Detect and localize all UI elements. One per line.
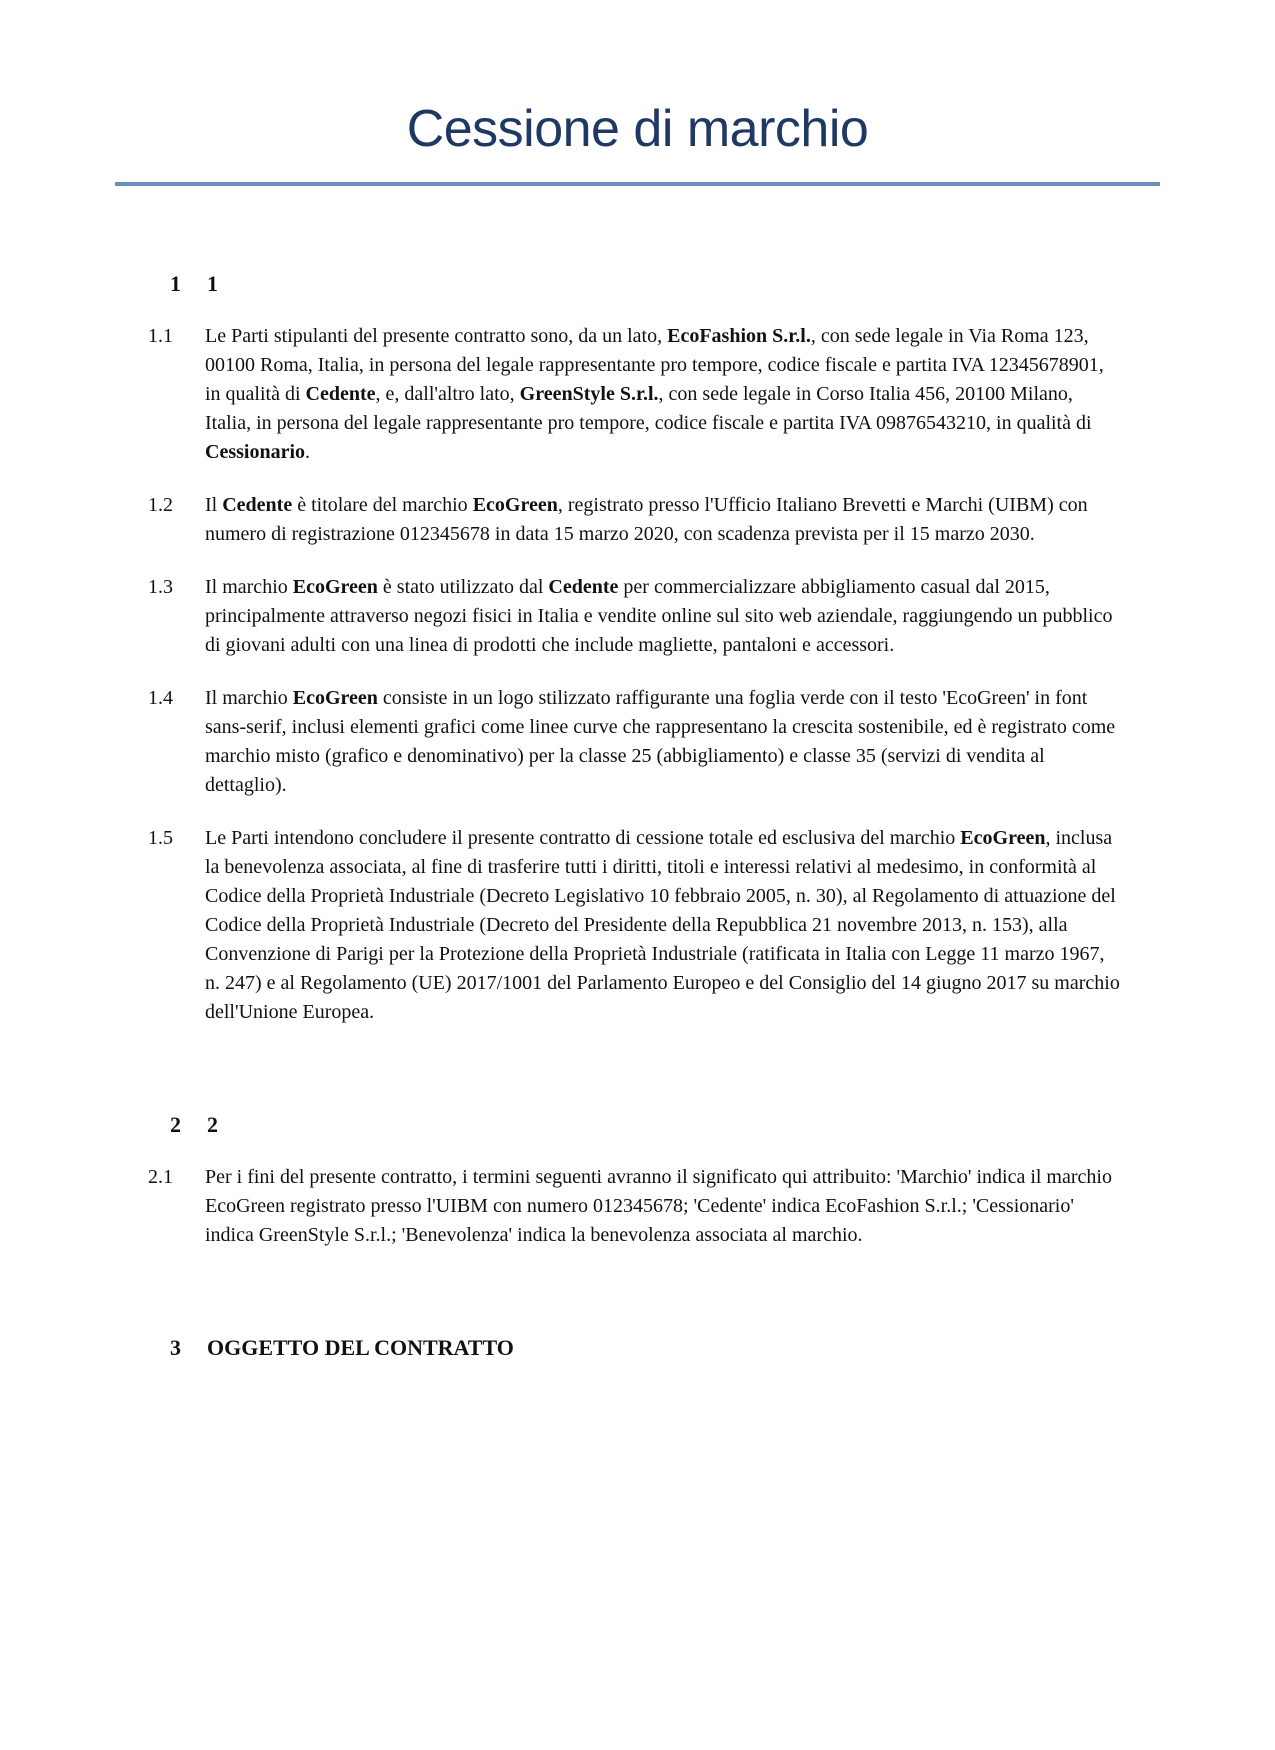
section-number: 1 — [170, 271, 181, 296]
clause-paragraph — [0, 573, 1275, 660]
section — [0, 270, 1275, 1027]
clause-text-segment: è titolare del marchio — [292, 494, 473, 516]
clause-text-segment: Il — [205, 494, 223, 516]
section-number: 3 — [170, 1335, 181, 1360]
section — [0, 1111, 1275, 1250]
clause-text-segment: consiste in un logo stilizzato raffigurante una foglia verde con il testo 'EcoGreen' in font sans-serif, inclusi elementi grafici come linee curve che rappresentano la crescita sostenibile, ed è registrato come marchio misto (grafico e denominativo) per la classe 25 (abbigliamento) e classe 35 (servizi di vendita al dettaglio). — [205, 687, 1116, 796]
clause-text-segment: Le Parti intendono concludere il presente contratto di cessione totale ed esclusiva del marchio — [205, 827, 961, 849]
clause-text-bold-segment: Cedente — [548, 576, 619, 598]
section-number: 2 — [170, 1112, 181, 1137]
clause-text-segment: . — [305, 441, 310, 463]
clause-paragraph — [0, 684, 1275, 800]
clause-text-bold-segment: Cessionario — [205, 441, 305, 463]
clause-text-bold-segment: Cedente — [305, 383, 376, 405]
clause-text-segment: , registrato presso l'Ufficio Italiano Brevetti e Marchi (UIBM) con numero di registrazione 012345678 in data 15 marzo 2020, con scadenza prevista per il 15 marzo 2030. — [205, 494, 1088, 545]
clause-number: 1.2 — [148, 494, 173, 516]
document-page — [0, 100, 1275, 1750]
clause-text — [205, 322, 1121, 467]
clause-paragraph — [0, 824, 1275, 1027]
clause-text — [205, 824, 1121, 1027]
clause-text — [205, 1163, 1121, 1250]
clause-text-bold-segment: EcoGreen — [292, 687, 378, 709]
section-heading — [0, 1111, 1275, 1139]
clause-paragraph — [0, 322, 1275, 467]
clause-text-bold-segment: GreenStyle S.r.l. — [519, 383, 659, 405]
clause-text-segment: , inclusa la benevolenza associata, al fine di trasferire tutti i diritti, titoli e interessi relativi al medesimo, in conformità al Codice della Proprietà Industriale (Decreto Legislativo 10 febbraio 2005, n. 30), al Regolamento di attuazione del Codice della Proprietà Industriale (Decreto del Presidente della Repubblica 21 novembre 2013, n. 153), alla Convenzione di Parigi per la Protezione della Proprietà Industriale (ratificata in Italia con Legge 11 marzo 1967, n. 247) e al Regolamento (UE) 2017/1001 del Parlamento Europeo e del Consiglio del 14 giugno 2017 su marchio dell'Unione Europea. — [205, 827, 1120, 1023]
clause-text-segment: , con sede legale in Via Roma 123, 00100 Roma, Italia, in persona del legale rappresentante pro tempore, codice fiscale e partita IVA 12345678901, in qualità di — [205, 325, 1104, 405]
clause-text-bold-segment: EcoGreen — [292, 576, 378, 598]
document-body — [0, 270, 1275, 1362]
section-heading — [0, 270, 1275, 298]
clause-text — [205, 491, 1121, 549]
section-title: OGGETTO DEL CONTRATTO — [207, 1335, 514, 1360]
clause-number: 1.5 — [148, 827, 173, 849]
clause-number: 2.1 — [148, 1166, 173, 1188]
page-title: Cessione di marchio — [406, 100, 869, 158]
section-title: 2 — [207, 1112, 218, 1137]
clause-text — [205, 573, 1121, 660]
clause-paragraph — [0, 491, 1275, 549]
clause-text-segment: Le Parti stipulanti del presente contratto sono, da un lato, — [205, 325, 668, 347]
clause-paragraph — [0, 1163, 1275, 1250]
clause-text-bold-segment: EcoGreen — [472, 494, 558, 516]
title-block — [115, 100, 1160, 186]
clause-number: 1.3 — [148, 576, 173, 598]
clause-text-segment: per commercializzare abbigliamento casual dal 2015, principalmente attraverso negozi fisici in Italia e vendite online sul sito web aziendale, raggiungendo un pubblico di giovani adulti con una linea di prodotti che include magliette, pantaloni e accessori. — [205, 576, 1113, 656]
clause-number: 1.4 — [148, 687, 173, 709]
clause-text-bold-segment: Cedente — [222, 494, 293, 516]
clause-text-segment: Il marchio — [205, 687, 293, 709]
clause-text — [205, 684, 1121, 800]
clause-text-bold-segment: EcoGreen — [960, 827, 1046, 849]
clause-text-segment: , e, dall'altro lato, — [375, 383, 520, 405]
clause-text-segment: è stato utilizzato dal — [377, 576, 549, 598]
section — [0, 1334, 1275, 1362]
clause-text-segment: Il marchio — [205, 576, 293, 598]
section-title: 1 — [207, 271, 218, 296]
section-heading — [0, 1334, 1275, 1362]
clause-text-segment: Per i fini del presente contratto, i termini seguenti avranno il significato qui attribuito: 'Marchio' indica il marchio EcoGreen registrato presso l'UIBM con numero 012345678; 'Cedente' indica EcoFashion S.r.l.; 'Cessionario' indica GreenStyle S.r.l.; 'Benevolenza' indica la benevolenza associata al marchio. — [205, 1166, 1112, 1246]
clause-text-segment: , con sede legale in Corso Italia 456, 20100 Milano, Italia, in persona del legale rappresentante pro tempore, codice fiscale e partita IVA 09876543210, in qualità di — [205, 383, 1092, 434]
clause-number: 1.1 — [148, 325, 173, 347]
clause-text-bold-segment: EcoFashion S.r.l. — [667, 325, 811, 347]
